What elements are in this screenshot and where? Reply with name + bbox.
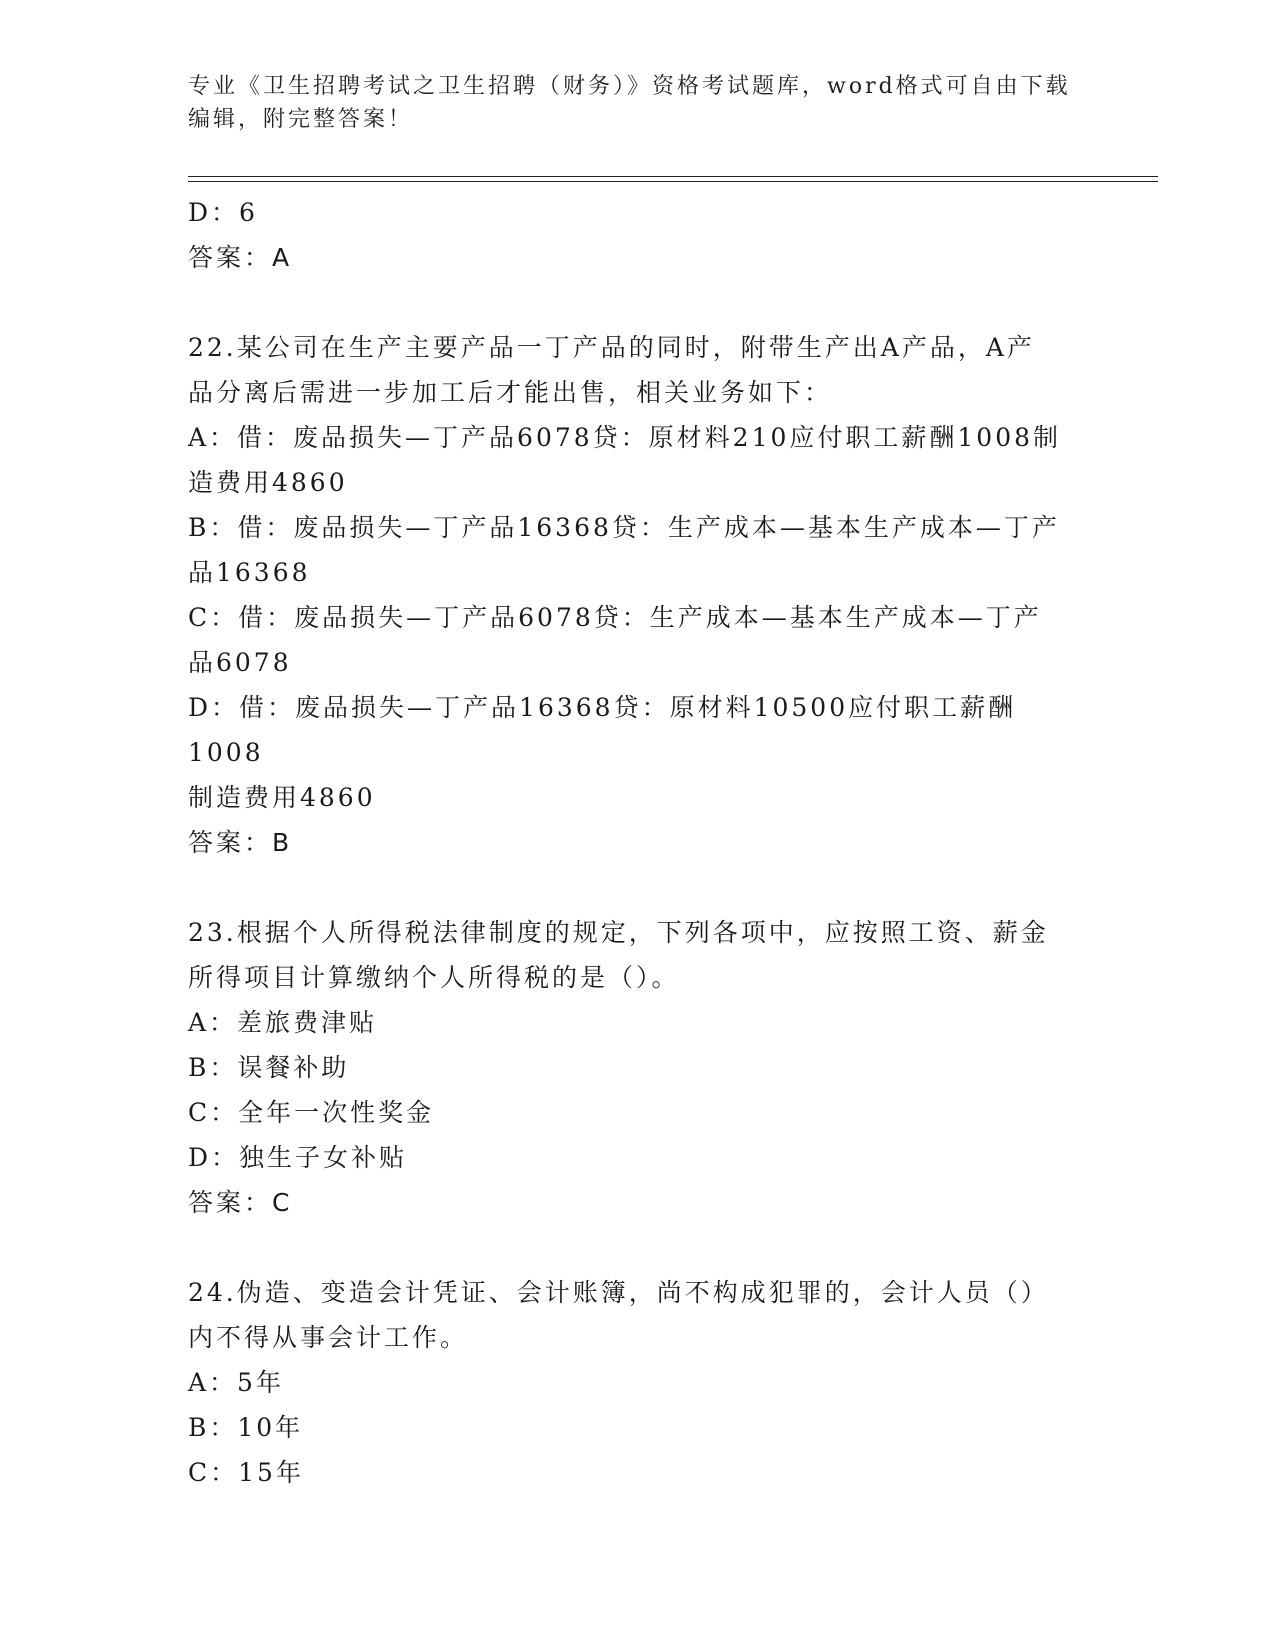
header-title-line-2: 编辑，附完整答案！	[188, 107, 414, 132]
option-b-line-2: 品16368	[188, 558, 311, 587]
header-divider-top	[188, 176, 1158, 177]
question-22	[188, 325, 1088, 865]
option-d: D：独生子女补贴	[188, 1143, 408, 1172]
prev-answer: 答案：A	[188, 243, 293, 272]
question-stem-line: 22.某公司在生产主要产品一丁产品的同时，附带生产出A产品，A产	[188, 333, 1035, 362]
prev-option-d: D：6	[188, 198, 258, 227]
question-24	[188, 1270, 1088, 1495]
header-title-line-1: 专业《卫生招聘考试之卫生招聘（财务）》资格考试题库，word格式可自由下载	[188, 74, 1071, 99]
option-b: B：10年	[188, 1413, 304, 1442]
option-c-line-1: C：借：废品损失—丁产品6078贷：生产成本—基本生产成本—丁产	[188, 603, 1042, 632]
spacer	[188, 1225, 1088, 1270]
option-a-line-2: 造费用4860	[188, 468, 348, 497]
option-c: C：15年	[188, 1458, 304, 1487]
question-23	[188, 910, 1088, 1225]
page-header	[188, 70, 1088, 136]
option-d-line-1: D：借：废品损失—丁产品16368贷：原材料10500应付职工薪酬1008	[188, 693, 1017, 767]
header-divider-bottom	[188, 181, 1158, 182]
spacer	[188, 865, 1088, 910]
option-a-line-1: A：借：废品损失—丁产品6078贷：原材料210应付职工薪酬1008制	[188, 423, 1062, 452]
option-a: A：差旅费津贴	[188, 1008, 378, 1037]
option-b-line-1: B：借：废品损失—丁产品16368贷：生产成本—基本生产成本—丁产	[188, 513, 1060, 542]
question-stem-line: 内不得从事会计工作。	[188, 1323, 469, 1352]
question-stem-line: 品分离后需进一步加工后才能出售，相关业务如下：	[188, 378, 833, 407]
document-body	[188, 190, 1088, 1495]
question-stem-line: 24.伪造、变造会计凭证、会计账簿，尚不构成犯罪的，会计人员（）	[188, 1278, 1049, 1307]
option-d-line-2: 制造费用4860	[188, 783, 376, 812]
question-stem-line: 所得项目计算缴纳个人所得税的是（）。	[188, 963, 680, 992]
answer: 答案：C	[188, 1188, 293, 1217]
answer: 答案：B	[188, 828, 293, 857]
option-b: B：误餐补助	[188, 1053, 350, 1082]
option-a: A：5年	[188, 1368, 284, 1397]
option-c-line-2: 品6078	[188, 648, 292, 677]
spacer	[188, 280, 1088, 325]
question-stem-line: 23.根据个人所得税法律制度的规定，下列各项中，应按照工资、薪金	[188, 918, 1049, 947]
option-c: C：全年一次性奖金	[188, 1098, 435, 1127]
